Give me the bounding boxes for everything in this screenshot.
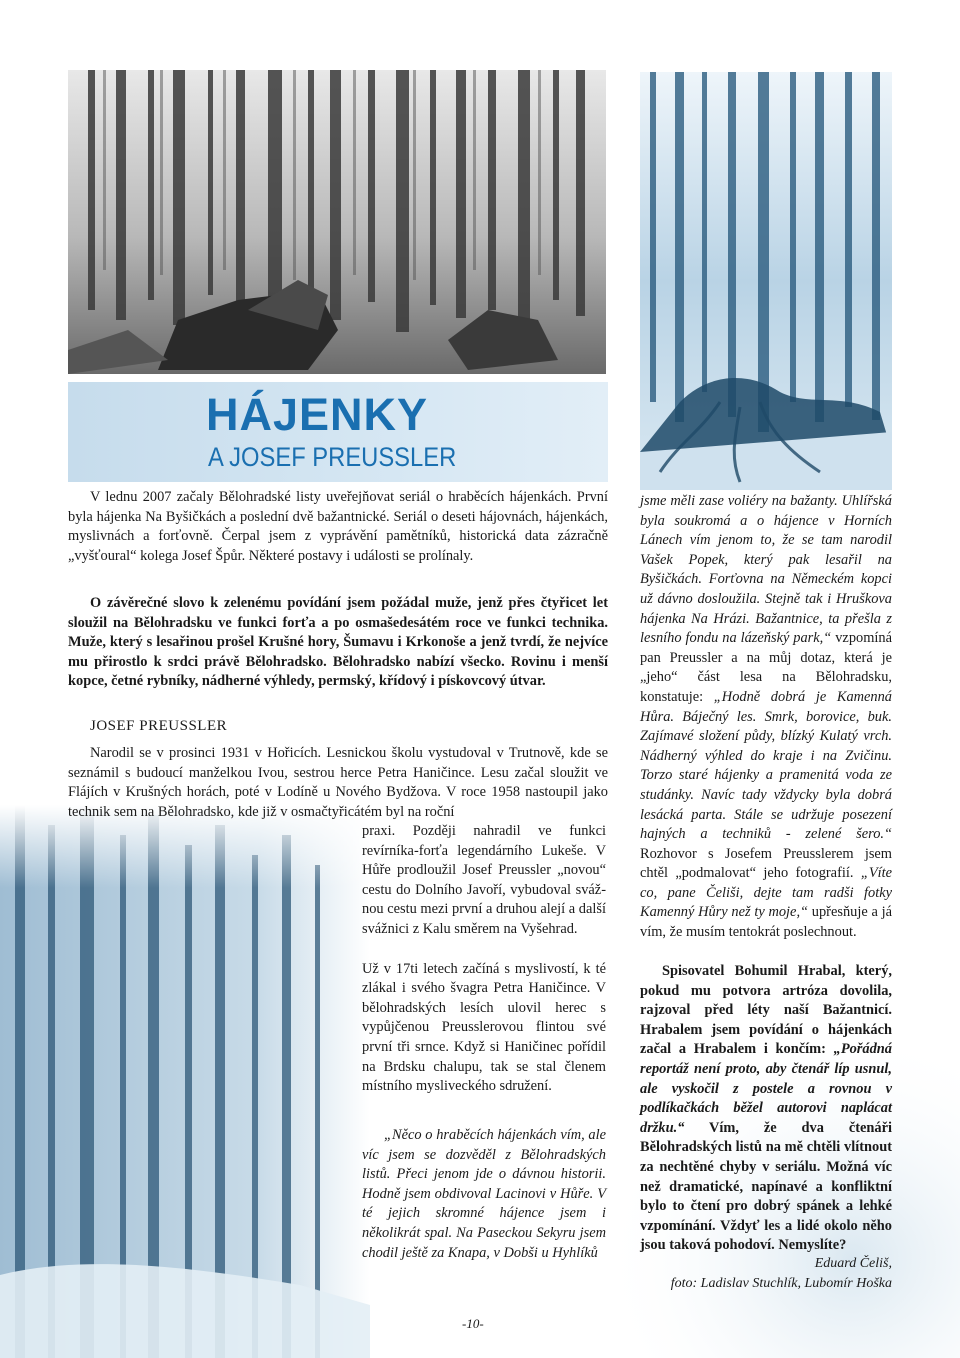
bio-paragraph-continued: praxi. Později nahradil ve funkci revírníka-forťa legendárního Lukeše. V Hůře prodloužil Josef Preussler „novou“ cestu do Dolního Javoří, vybudoval svážnou cestu mezi první a druhou alejí a další svážnici z Kalu směrem na Vyšehrad. bbox=[362, 823, 606, 937]
forest-photo-blue-roots bbox=[640, 72, 892, 490]
hunting-paragraph: Už v 17ti letech začíná s myslivostí, k té zlákal i svého švagra Petra Haničince. V bělohradských lesích ulovil herec s vypůjčenou Preusslerovou flintou své první tři srnce. Když si Haničinec pořídil na Brdsku chalupu, tak se stal členem místního mysliveckého sdružení. bbox=[362, 960, 606, 1095]
narration-text-3: upřesňuje a já vím, že musím tentokrát poslechnout. bbox=[640, 904, 892, 941]
kamenna-hura-quote: „Hodně dobrá je Kamenná Hůra. Báječný les. Smrk, borovice, buk. Zajímavé složení půdy, blízký Kulatý vrch. Nádherný výhled do kraje i na Zvičinu. Torzo staré hájenky a pramenitá voda ze studánky. Navíc tady vždycky byla dobrá lesácká parta. Stále se udržuje posezení hajných a techniků - zelené šero.“ bbox=[640, 688, 893, 843]
forest-photo-blue-faded bbox=[0, 805, 370, 1358]
article-title: HÁJENKY bbox=[206, 389, 429, 440]
quote-continued: jsme měli zase voliéry na bažanty. Uhlířská byla soukromá a o hájence v Horních Lánech vím jenom to, že se tam narodil Vašek Popek, který pak lesařil na Byšičkách. Forťovna na Německém kopci už dávno dosloužila. Stejně tak i Hruškova hájenka Na Hrázi. Bažantnice, ta přešla z lesního fondu na lázeňský park,“ bbox=[640, 493, 892, 647]
closing-text: Spisovatel Bohumil Hrabal, který, pokud mu potvora artróza dovolila, rajzoval před léty naší Bažantnicí. Hrabalem jsem povídání o hájenkách začal a Hrabalem i končím: bbox=[640, 963, 892, 1058]
lead-paragraph: O závěrečné slovo k zelenému povídání jsem požádal muže, jenž přes čtyřicet let sloužil na Bělohradsku ve funkci forťa a po osmašedesátém roce ve funkci technika. Muže, který s lesařinou prošel Krušné hory, Šumavu i Krkonoše a jenž tvrdí, že nejvíce mu přirostlo k srdci právě Bělohradsko. Bělohradsko nabízí všecko. Rovinu i menší kopce, četné rybníky, nádherné výhledy, permský, křídový i pískovcový útvar. bbox=[68, 595, 608, 690]
quote-paragraph: „Něco o hraběcích hájenkách vím, ale víc jsem se dozvěděl z Bělohradských listů. Přeci jenom jde o dávnou historii. Hodně jsem obdivoval Lacinovi v Hůře. V té jejich skromné hájence jsem i několikrát spal. Na Paseckou Sekyru jsem chodil ještě za Knapa, v Dobši u Hyhlíků bbox=[362, 1127, 606, 1261]
narration-text-2: Rozhovor s Josefem Preusslerem jsem chtěl „podmalovat“ jeho fotografií. bbox=[640, 845, 892, 882]
photo-request-quote: „Víte co, pane Čeliši, dejte tam radši fotky Kamenný Hůry než ty moje,“ bbox=[640, 865, 892, 921]
page-number: -10- bbox=[462, 1316, 484, 1331]
bio-column bbox=[362, 822, 606, 1097]
author-name: Eduard Čeliš, bbox=[814, 1256, 892, 1271]
closing-paragraph bbox=[640, 962, 892, 1256]
closing-text-2: Vím, že dva čtenáři Bělohradských listů na mě chtěli vlítnout za nechtěné chyby v seriálu. Možná víc než dramatické, napínavé a konfliktní bylo to čtení pro dobrý spánek a lehké vzpomínání. Vždyť les a lidé okolo něho jsou taková pohodoví. Nemyslíte? bbox=[640, 1119, 892, 1254]
signature bbox=[640, 1254, 892, 1293]
bio-paragraph: Narodil se v prosinci 1931 v Hořicích. Lesnickou školu vystudoval v Trutnově, kde se seznámil s budoucí manželkou Ivou, sestrou herce Petra Haničince. Lesu začal sloužit ve Flájích v Krušných horách, poté v Lodíně u Nového Bydžova. V roce 1958 nastoupil jako technik sem na Bělohradsko, kde již v osmačtyřicátém byl na roční bbox=[68, 745, 608, 820]
article-subtitle: A JOSEF PREUSSLER bbox=[208, 442, 457, 472]
photo-credit: foto: Ladislav Stuchlík, Lubomír Hoška bbox=[670, 1275, 892, 1291]
forest-photo-bw bbox=[68, 70, 606, 374]
narration-text: vzpomíná pan Preussler a na můj dotaz, která je „jeho“ část lesa na Bělohradsku, konstatuje: bbox=[640, 630, 892, 705]
intro-paragraph: V lednu 2007 začaly Bělohradské listy uveřejňovat seriál o hraběcích hájenkách. První byla hájenka Na Byšičkách a poslední dvě bažantnické. Seriál o deseti hájovnách, hájenkách, myslivnách a forťovně. Čerpal jsem z vyprávění pamětníků, historická data zázračně „vyšťoural“ kolega Josef Špůr. Některé postavy i události se prolínaly. bbox=[68, 489, 608, 564]
right-column-text bbox=[640, 492, 892, 943]
section-heading: JOSEF PREUSSLER bbox=[90, 718, 228, 734]
hrabal-quote: „Pořádná reportáž není proto, aby čtenář líp usnul, ale vyskočil z postele a rovnou v podlíkačkách běžel autorovi naplácat držku.“ bbox=[640, 1041, 892, 1136]
